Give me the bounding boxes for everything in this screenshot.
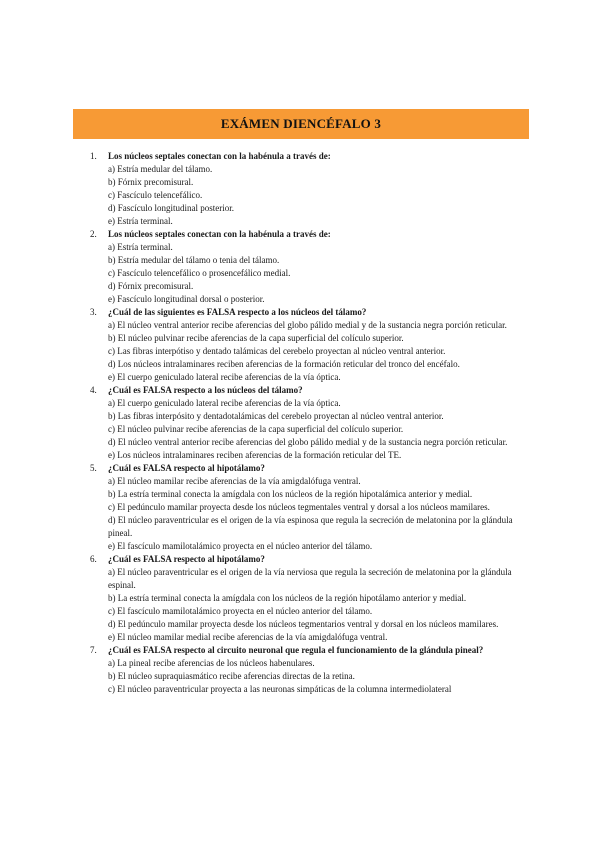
answer-option: e) El fascículo mamilotalámico proyecta en el núcleo anterior del tálamo.	[108, 541, 373, 551]
question-number: 1.	[90, 151, 97, 161]
answer-option: c) Fascículo telencefálico.	[108, 190, 203, 200]
question-number: 7.	[90, 645, 97, 655]
page-title: EXÁMEN DIENCÉFALO 3	[220, 116, 382, 131]
answer-option: a) El núcleo ventral anterior recibe aferencias del globo pálido medial y de la sustancia negra porción reticular.	[108, 320, 507, 330]
answer-option: c) Las fibras interpótiso y dentado talámicas del cerebelo proyectan al núcleo ventral anterior.	[108, 346, 446, 356]
title-banner	[73, 109, 529, 139]
question-number: 3.	[90, 307, 97, 317]
question-item	[0, 150, 600, 228]
answer-option: a) Estría medular del tálamo.	[108, 164, 213, 174]
answer-option: a) El cuerpo geniculado lateral recibe aferencias de la vía óptica.	[108, 398, 341, 408]
answer-option: d) El núcleo ventral anterior recibe aferencias del globo pálido medial y de la sustancia negra porción reticular.	[108, 437, 508, 447]
answer-option: e) El núcleo mamilar medial recibe aferencias de la vía amigdalófuga ventral.	[108, 632, 388, 642]
answer-option: d) El pedúnculo mamilar proyecta desde los núcleos tegmentarios ventral y dorsal en los núcleos mamilares.	[108, 619, 499, 629]
question-text: Los núcleos septales conectan con la habénula a través de:	[108, 151, 331, 161]
question-text: ¿Cuál de las siguientes es FALSA respecto a los núcleos del tálamo?	[108, 307, 367, 317]
answer-option: a) La pineal recibe aferencias de los núcleos habenulares.	[108, 658, 315, 668]
question-text: ¿Cuál es FALSA respecto al hipotálamo?	[108, 554, 265, 564]
answer-option: c) El fascículo mamilotalámico proyecta en el núcleo anterior del tálamo.	[108, 606, 373, 616]
question-list	[0, 150, 600, 696]
question-item	[0, 553, 600, 644]
question-number: 6.	[90, 554, 97, 564]
answer-option: e) Los núcleos intralaminares reciben aferencias de la formación reticular del TE.	[108, 450, 402, 460]
answer-option: a) El núcleo mamilar recibe aferencias de la vía amigdalófuga ventral.	[108, 476, 361, 486]
answer-option: d) Fascículo longitudinal posterior.	[108, 203, 234, 213]
question-item	[0, 306, 600, 384]
answer-option: d) El núcleo paraventricular es el origen de la vía espinosa que regula la secreción de melatonina por la glándula pineal.	[108, 515, 513, 538]
question-text: ¿Cuál es FALSA respecto a los núcleos del tálamo?	[108, 385, 303, 395]
question-text: ¿Cuál es FALSA respecto al circuito neuronal que regula el funcionamiento de la glándula pineal?	[108, 645, 484, 655]
answer-option: a) Estría terminal.	[108, 242, 173, 252]
question-item	[0, 462, 600, 553]
answer-option: c) Fascículo telencefálico o prosencefálico medial.	[108, 268, 291, 278]
question-number: 2.	[90, 229, 97, 239]
answer-option: c) El núcleo pulvinar recibe aferencias de la capa superficial del colículo superior.	[108, 424, 404, 434]
answer-option: e) Estría terminal.	[108, 216, 173, 226]
answer-option: a) El núcleo paraventricular es el origen de la vía nerviosa que regula la secreción de melatonina por la glándula espinal.	[108, 567, 512, 590]
answer-option: c) El núcleo paraventricular proyecta a las neuronas simpáticas de la columna intermediolateral	[108, 684, 452, 694]
answer-option: b) La estría terminal conecta la amígdala con los núcleos de la región hipotalámica anterior y medial.	[108, 489, 473, 499]
answer-option: b) El núcleo pulvinar recibe aferencias de la capa superficial del colículo superior.	[108, 333, 404, 343]
answer-option: b) Fórnix precomisural.	[108, 177, 194, 187]
question-item	[0, 228, 600, 306]
question-text: ¿Cuál es FALSA respecto al hipotálamo?	[108, 463, 265, 473]
question-text: Los núcleos septales conectan con la habénula a través de:	[108, 229, 331, 239]
question-item	[0, 644, 600, 696]
answer-option: e) Fascículo longitudinal dorsal o posterior.	[108, 294, 265, 304]
answer-option: b) Estría medular del tálamo o tenia del tálamo.	[108, 255, 280, 265]
question-number: 5.	[90, 463, 97, 473]
answer-option: c) El pedúnculo mamilar proyecta desde los núcleos tegmentales ventral y dorsal a los núcleos mamilares.	[108, 502, 490, 512]
answer-option: b) El núcleo supraquiasmático recibe aferencias directas de la retina.	[108, 671, 355, 681]
answer-option: b) La estría terminal conecta la amígdala con los núcleos de la región hipotálamo anterior y medial.	[108, 593, 467, 603]
answer-option: e) El cuerpo geniculado lateral recibe aferencias de la vía óptica.	[108, 372, 341, 382]
answer-option: b) Las fibras interpósito y dentadotalámicas del cerebelo proyectan al núcleo ventral anterior.	[108, 411, 444, 421]
answer-option: d) Los núcleos intralaminares reciben aferencias de la formación reticular del tronco del encéfalo.	[108, 359, 460, 369]
question-number: 4.	[90, 385, 97, 395]
answer-option: d) Fórnix precomisural.	[108, 281, 194, 291]
question-item	[0, 384, 600, 462]
